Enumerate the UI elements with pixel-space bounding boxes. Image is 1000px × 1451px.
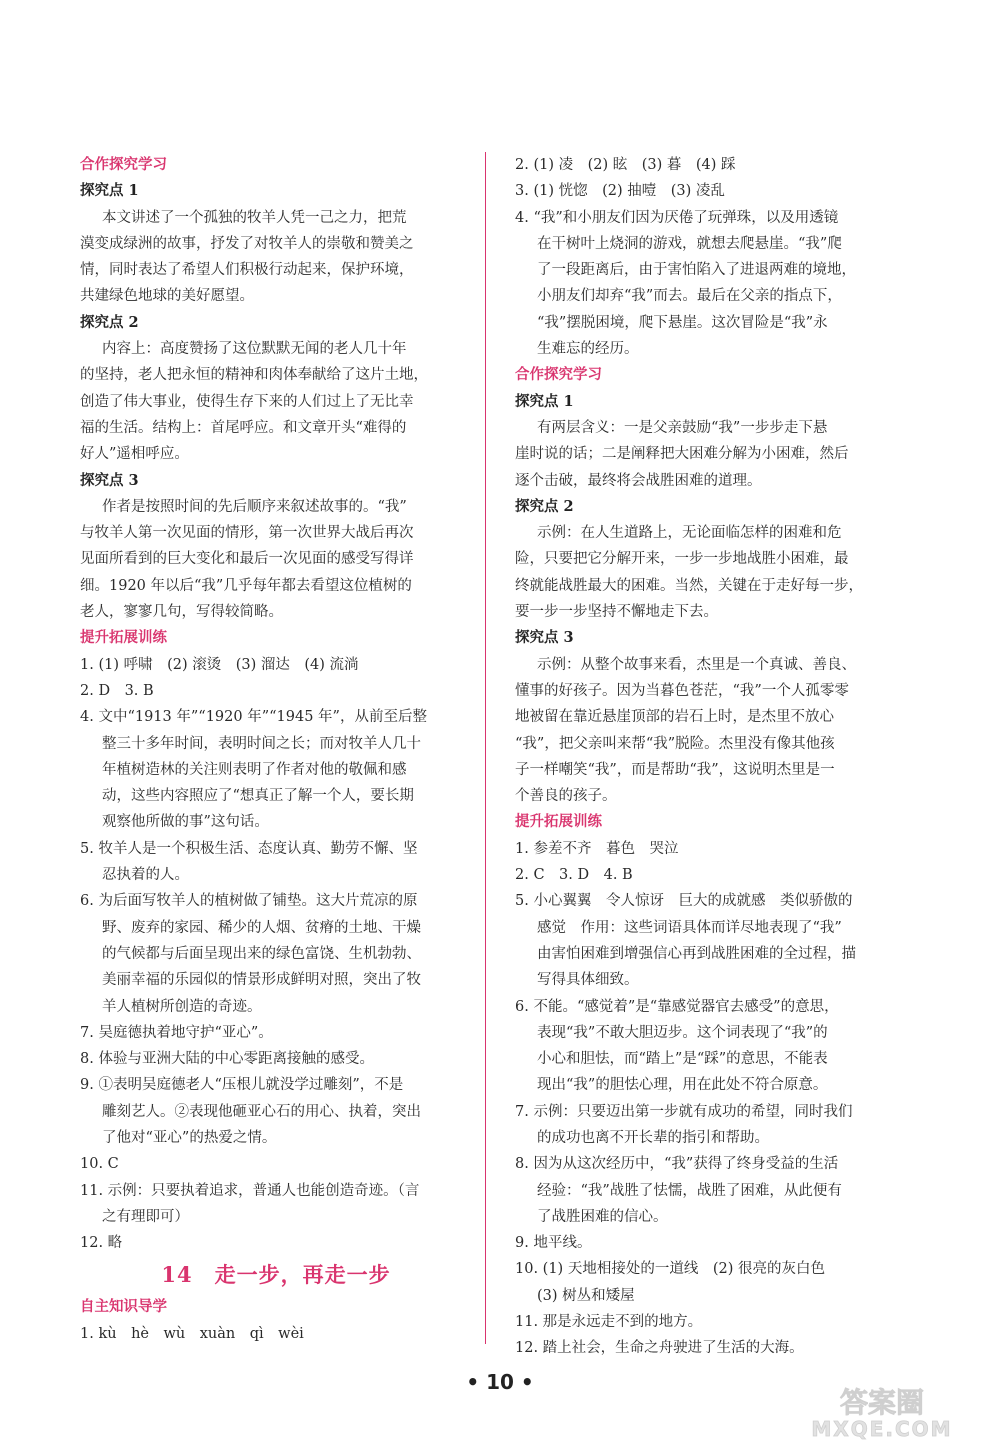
text-line: 细。1920 年以后“我”几乎每年都去看望这位植树的 [80, 577, 412, 594]
text-line: 8. 体验与亚洲大陆的中心零距离接触的感受。 [80, 1051, 374, 1068]
answer-continuation-line: 小朋友们却弃“我”而去。最后在父亲的指点下， [537, 288, 842, 305]
text-line: 9. ①表明吴庭德老人“压根儿就没学过雕刻”，不是 [80, 1077, 404, 1094]
text-line: 要一步一步坚持不懈地走下去。 [515, 604, 718, 621]
text-line: 12. 踏上社会，生命之舟驶进了生活的大海。 [515, 1340, 804, 1357]
text-line: 与牧羊人第一次见面的情形，第一次世界大战后再次 [80, 525, 414, 542]
text-line: 3. (1) 恍惚 (2) 抽噎 (3) 凌乱 [515, 183, 725, 200]
paragraph-first-line: 内容上：高度赞扬了这位默默无闻的老人几十年 [102, 341, 407, 358]
answer-continuation-line: (3) 树丛和矮屋 [537, 1287, 635, 1304]
exploration-point-heading: 探究点 2 [515, 497, 574, 515]
right-column [515, 152, 897, 1362]
text-line: 6. 为后面写牧羊人的植树做了铺垫。这大片荒凉的原 [80, 893, 418, 910]
text-line: 终就能战胜最大的困难。当然，关键在于走好每一步， [515, 577, 863, 594]
text-line: 个善良的孩子。 [515, 788, 617, 805]
answer-continuation-line: 年植树造林的关注则表明了作者对他的敬佩和感 [102, 761, 407, 778]
answer-continuation-line: 现出“我”的胆怯心理，用在此处不符合原意。 [537, 1077, 828, 1094]
text-line: 7. 吴庭德执着地守护“亚心”。 [80, 1024, 273, 1041]
watermark-logo [782, 1382, 982, 1440]
text-line: 9. 地平线。 [515, 1235, 592, 1252]
answer-continuation-line: 忍执着的人。 [102, 867, 189, 884]
text-line: 4. “我”和小朋友们因为厌倦了玩弹珠，以及用透镜 [515, 209, 839, 226]
text-line: 8. 因为从这次经历中，“我”获得了终身受益的生活 [515, 1156, 839, 1173]
text-line: 1. kù hè wù xuàn qì wèi [80, 1325, 304, 1342]
text-line: 情，同时表达了希望人们积极行动起来，保护环境， [80, 262, 414, 279]
section-heading: 合作探究学习 [80, 156, 167, 173]
text-line: 子一样嘲笑“我”，而是帮助“我”，这说明杰里是一 [515, 761, 835, 778]
section-heading: 合作探究学习 [515, 366, 602, 384]
answer-continuation-line: 小心和胆怯，而“踏上”是“踩”的意思，不能表 [537, 1051, 828, 1068]
text-line: 10. (1) 天地相接处的一道线 (2) 很亮的灰白色 [515, 1261, 825, 1278]
answer-continuation-line: 在干树叶上烧洞的游戏，就想去爬悬崖。“我”爬 [537, 235, 842, 252]
text-line: 10. C [80, 1156, 119, 1173]
text-line: 创造了伟大事业，使得生存下来的人们过上了无比幸 [80, 393, 414, 410]
chapter-title: 14 走一步，再走一步 [161, 1262, 391, 1288]
text-line: 2. (1) 凌 (2) 眩 (3) 暮 (4) 踩 [515, 157, 736, 173]
watermark-top: 答案圈 [839, 1386, 925, 1419]
answer-continuation-line: 表现“我”不敢大胆迈步。这个词表现了“我”的 [537, 1024, 828, 1041]
answer-continuation-line: 动，这些内容照应了“想真正了解一个人，要长期 [102, 788, 414, 805]
text-line: 4. 文中“1913 年”“1920 年”“1945 年”，从前至后整 [80, 709, 427, 726]
answer-continuation-line: 感觉 作用：这些词语具体而详尽地表现了“我” [537, 919, 842, 936]
text-line: 6. 不能。“感觉着”是“靠感觉器官去感受”的意思， [515, 998, 839, 1015]
text-line: 2. D 3. B [80, 682, 154, 699]
answer-continuation-line: 了一段距离后，由于害怕陷入了进退两难的境地， [537, 262, 856, 279]
answer-continuation-line: 观察他所做的事”这句话。 [102, 814, 269, 831]
text-line: 共建绿色地球的美好愿望。 [80, 288, 254, 305]
left-column [80, 152, 472, 1347]
text-line: 11. 示例：只要执着追求，普通人也能创造奇迹。（言 [80, 1182, 420, 1199]
text-line: 好人”遥相呼应。 [80, 446, 189, 463]
text-line: 7. 示例：只要迈出第一步就有成功的希望，同时我们 [515, 1103, 853, 1120]
answer-continuation-line: 雕刻艺人。②表现他砸亚心石的用心、执着，突出 [102, 1103, 421, 1120]
answer-continuation-line: 了他对“亚心”的热爱之情。 [102, 1129, 277, 1146]
answer-continuation-line: 写得具体细致。 [537, 972, 639, 989]
text-line: 险，只要把它分解开来，一步一步地战胜小困难，最 [515, 551, 849, 568]
watermark-bottom: MXQE.COM [811, 1417, 953, 1440]
text-line: 见面所看到的巨大变化和最后一次见面的感受写得详 [80, 551, 414, 568]
text-line: 1. 参差不齐 暮色 哭泣 [515, 840, 679, 857]
paragraph-first-line: 本文讲述了一个孤独的牧羊人凭一己之力，把荒 [102, 209, 407, 226]
exploration-point-heading: 探究点 1 [80, 182, 139, 200]
text-line: 1. (1) 呼啸 (2) 滚烫 (3) 溜达 (4) 流淌 [80, 656, 359, 673]
answer-continuation-line: 生难忘的经历。 [537, 341, 639, 358]
text-line: 地被留在靠近悬崖顶部的岩石上时，是杰里不放心 [515, 709, 834, 726]
section-heading: 提升拓展训练 [515, 813, 602, 831]
text-line: 12. 略 [80, 1235, 123, 1252]
answer-continuation-line: 由害怕困难到增强信心再到战胜困难的全过程，描 [537, 945, 856, 962]
page-number: • 10 • [466, 1370, 534, 1394]
text-line: 5. 牧羊人是一个积极生活、态度认真、勤劳不懈、坚 [80, 840, 418, 857]
exploration-point-heading: 探究点 2 [80, 313, 139, 331]
column-divider [485, 152, 486, 1344]
answer-continuation-line: 之有理即可） [102, 1208, 189, 1225]
answer-continuation-line: “我”摆脱困境，爬下悬崖。这次冒险是“我”永 [537, 314, 828, 331]
answer-continuation-line: 的气候都与后面呈现出来的绿色富饶、生机勃勃、 [102, 945, 421, 962]
text-line: 5. 小心翼翼 令人惊讶 巨大的成就感 类似骄傲的 [515, 893, 853, 910]
text-line: “我”，把父亲叫来帮“我”脱险。杰里没有像其他孩 [515, 735, 835, 752]
text-line: 懂事的好孩子。因为当暮色苍茫，“我”一个人孤零零 [515, 682, 849, 699]
exploration-point-heading: 探究点 1 [515, 392, 574, 410]
text-line: 漠变成绿洲的故事，抒发了对牧羊人的崇敬和赞美之 [80, 235, 414, 252]
answer-continuation-line: 经验：“我”战胜了怯懦，战胜了困难，从此便有 [537, 1182, 842, 1199]
answer-continuation-line: 羊人植树所创造的奇迹。 [102, 998, 262, 1015]
paragraph-first-line: 示例：从整个故事来看，杰里是一个真诚、善良、 [537, 656, 856, 673]
answer-continuation-line: 美丽幸福的乐园似的情景形成鲜明对照，突出了牧 [102, 972, 421, 989]
section-heading: 自主知识导学 [80, 1298, 167, 1316]
text-line: 福的生活。结构上：首尾呼应。和文章开头“难得的 [80, 419, 407, 436]
paragraph-first-line: 示例：在人生道路上，无论面临怎样的困难和危 [537, 525, 842, 542]
exploration-point-heading: 探究点 3 [80, 471, 139, 489]
answer-continuation-line: 的成功也离不开长辈的指引和帮助。 [537, 1129, 769, 1146]
text-line: 老人，寥寥几句，写得较简略。 [80, 604, 283, 621]
text-line: 崖时说的话；二是阐释把大困难分解为小困难，然后 [515, 446, 849, 463]
answer-continuation-line: 整三十多年时间，表明时间之长；而对牧羊人几十 [102, 735, 421, 752]
exploration-point-heading: 探究点 3 [515, 629, 574, 647]
answer-continuation-line: 了战胜困难的信心。 [537, 1208, 668, 1225]
answer-continuation-line: 野、废弃的家园、稀少的人烟、贫瘠的土地、干燥 [102, 919, 421, 936]
section-heading: 提升拓展训练 [80, 629, 167, 647]
text-line: 的坚持，老人把永恒的精神和肉体奉献给了这片土地， [80, 367, 428, 384]
text-line: 11. 那是永远走不到的地方。 [515, 1314, 703, 1331]
text-line: 2. C 3. D 4. B [515, 867, 633, 884]
paragraph-first-line: 有两层含义：一是父亲鼓励“我”一步步走下悬 [537, 419, 828, 436]
text-line: 逐个击破，最终将会战胜困难的道理。 [515, 472, 762, 489]
paragraph-first-line: 作者是按照时间的先后顺序来叙述故事的。“我” [102, 498, 407, 515]
